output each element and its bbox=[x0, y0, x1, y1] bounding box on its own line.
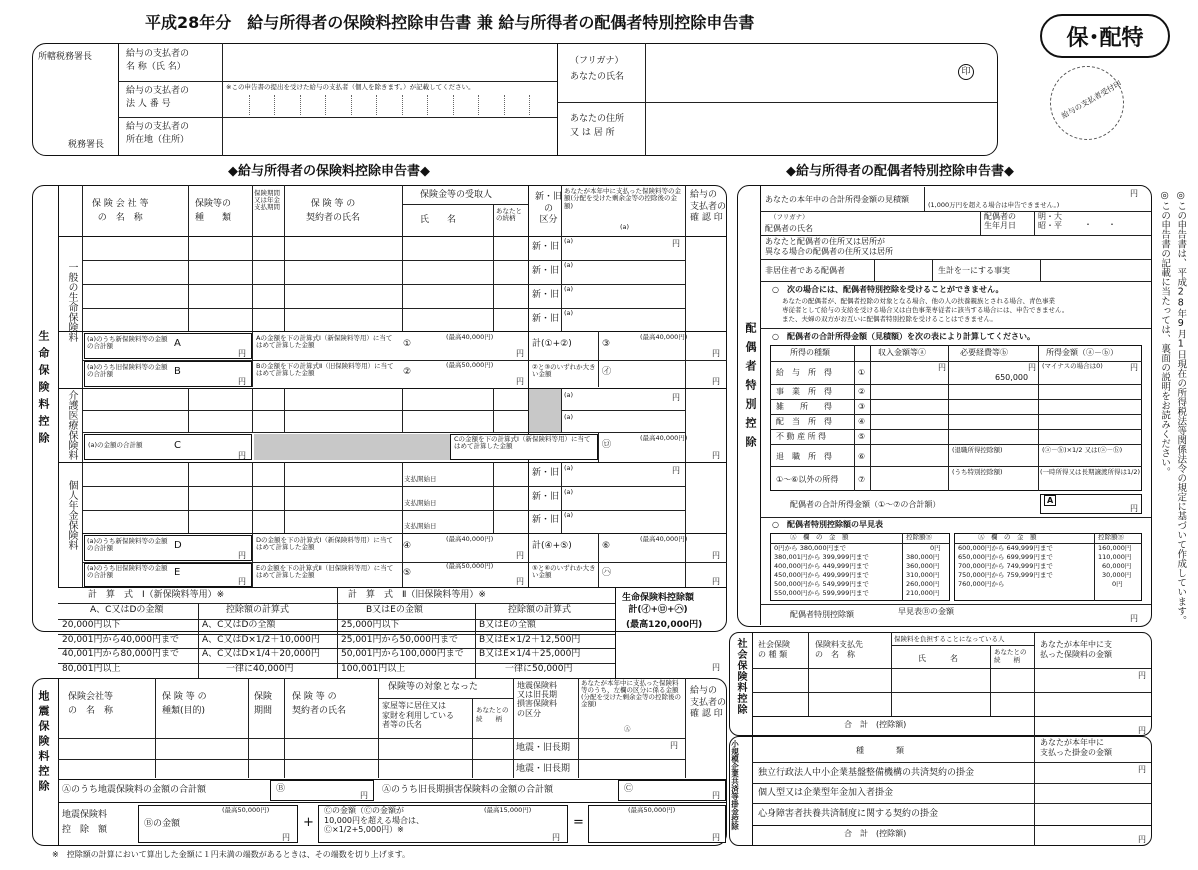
social-col-amount: あなたが本年中に支 払った保険料の金額 bbox=[1040, 640, 1112, 660]
quick-r4: 750,000円から 759,999円まで bbox=[958, 571, 1053, 579]
form-stamp-text: 保･配特 bbox=[1066, 24, 1144, 51]
smallbiz-row-2: 個人型又は企業型年金加入者掛金 bbox=[758, 788, 894, 798]
care-label: 介護医療保険料 bbox=[66, 390, 77, 460]
f1-r1-c2: A、C又はDの全額 bbox=[202, 620, 276, 630]
f1-col1: A、C又はDの金額 bbox=[90, 605, 164, 615]
income-row-6: 退 職 所 得 bbox=[776, 452, 832, 461]
quick-l1v: 0円 bbox=[930, 544, 941, 552]
cannot-title: ○ 次の場合には、配偶者特別控除を受けることができません。 bbox=[772, 285, 1004, 294]
quick-r2v: 110,000円 bbox=[1098, 553, 1132, 561]
calc-B-label: Bの金額を下の計算式Ⅱ（旧保険料等用）に当てはめて計算した金額 bbox=[256, 362, 394, 378]
receipt-stamp-label: 給与の支払者受付印 bbox=[1059, 78, 1123, 121]
income-row-7: ①～⑥以外の所得 bbox=[776, 475, 839, 484]
total-D-label: (a)のうち新保険料等の金額の合計額 bbox=[87, 537, 168, 553]
sum12-label: 計(①+②) bbox=[532, 339, 572, 349]
life-total-label: 生命保険料控除額 計(㋑+㋺+㋩) bbox=[622, 593, 695, 616]
quick-left-col1: Ⓐ 欄 の 金 額 bbox=[790, 533, 849, 541]
care-a-1: (a) bbox=[564, 391, 574, 399]
quick-l2: 380,001円から 399,999円まで bbox=[774, 553, 869, 561]
spouse-name-label: 配偶者の氏名 bbox=[765, 224, 813, 233]
quake-sum-B-mark: Ⓑ bbox=[276, 784, 286, 794]
amount-a-4: (a) bbox=[564, 309, 574, 317]
your-address-field[interactable] bbox=[647, 104, 995, 154]
plus-sign: + bbox=[303, 815, 314, 830]
pension-label: 個人年金保険料 bbox=[66, 480, 77, 550]
new-old-5[interactable]: 新・旧 bbox=[532, 468, 560, 478]
total-income-label: 配偶者の合計所得金額（①～⑦の合計額） bbox=[790, 500, 941, 509]
yen-C: 円 bbox=[238, 451, 246, 460]
c6-mark: ⑥ bbox=[602, 541, 611, 551]
smallbiz-side-label: 小規模企業共済等掛金控除 bbox=[730, 740, 740, 830]
nonresident-label: 非居住者である配偶者 bbox=[765, 266, 845, 275]
yen-c6: 円 bbox=[712, 551, 720, 560]
yen-life-total: 円 bbox=[712, 663, 720, 672]
sum45-label: 計(④+⑤) bbox=[532, 541, 572, 551]
f1-r2-c1: 20,001円から40,000円まで bbox=[62, 635, 179, 645]
quick-r3: 700,000円から 749,999円まで bbox=[958, 562, 1053, 570]
new-old-4[interactable]: 新・旧 bbox=[532, 314, 560, 324]
yen-B: 円 bbox=[238, 377, 246, 386]
quake-deduction-label: 地震保険料 控 除 額 bbox=[62, 810, 108, 836]
total-B-mark: B bbox=[174, 366, 181, 377]
pension-a-1: (a) bbox=[564, 464, 574, 472]
f2-r2-c2: B又はE×1/2＋12,500円 bbox=[479, 635, 581, 645]
spouse-side-label: 配偶者特別控除 bbox=[744, 322, 757, 455]
quick-r1v: 160,000円 bbox=[1098, 544, 1132, 552]
yen-social-total: 円 bbox=[1138, 726, 1146, 735]
yen-sal3: 円 bbox=[1130, 363, 1138, 372]
smallbiz-col-amount: あなたが本年中に 支払った掛金の金額 bbox=[1040, 738, 1112, 758]
quick-l6v: 210,000円 bbox=[906, 589, 940, 597]
form-title: 平成28年分 給与所得者の保険料控除申告書 兼 給与所得者の配偶者特別控除申告書 bbox=[145, 13, 755, 32]
total-A-mark: A bbox=[174, 338, 181, 349]
income-calc-title: ○ 配偶者の合計所得金額（見積額）を次の表により計算してください。 bbox=[772, 332, 1035, 341]
your-name-label: あなたの氏名 bbox=[570, 72, 625, 82]
cha-mark: ㋩ bbox=[602, 568, 612, 578]
quick-r4v: 30,000円 bbox=[1102, 571, 1132, 579]
quake-sum-C-box[interactable] bbox=[618, 780, 726, 801]
social-col-name: 氏 名 bbox=[918, 654, 958, 663]
larger56-label: ⑤と⑥のいずれか大きい金額 bbox=[532, 564, 596, 580]
quick-right-col1: Ⓐ 欄 の 金 額 bbox=[978, 533, 1037, 541]
f1-col2: 控除額の計算式 bbox=[226, 605, 290, 615]
yen-cro: 円 bbox=[712, 451, 720, 460]
yen-c4: 円 bbox=[516, 551, 524, 560]
income-row-4: 配 当 所 得 bbox=[776, 417, 832, 426]
quick-l3v: 360,000円 bbox=[906, 562, 940, 570]
cro-max: (最高40,000円) bbox=[640, 434, 688, 442]
calc-shaded bbox=[254, 434, 450, 460]
insurance-section-title: ◆給与所得者の保険料控除申告書◆ bbox=[228, 164, 430, 179]
f2-r4-c2: 一律に50,000円 bbox=[505, 664, 573, 674]
quake-sum-C-label: Ⓐのうち旧長期損害保険料の金額の合計額 bbox=[382, 785, 554, 795]
new-old-6[interactable]: 新・旧 bbox=[532, 492, 560, 502]
quake-final-max: (最高50,000円) bbox=[628, 806, 676, 814]
quake-c-formula: Ⓒの金額（Ⓒの金額が 10,000円を超える場合は、 Ⓒ×1/2+5,000円）※ bbox=[324, 806, 424, 835]
smallbiz-row-1: 独立行政法人中小企業基盤整備機構の共済契約の掛金 bbox=[758, 768, 975, 778]
your-name-field[interactable] bbox=[647, 45, 947, 100]
quake-c-max: (最高15,000円) bbox=[484, 806, 532, 814]
salary-expense: 650,000 bbox=[995, 373, 1029, 382]
col-relation-header: あなたとの続柄 bbox=[496, 207, 522, 223]
yen-qfinal: 円 bbox=[712, 833, 720, 842]
start-date-2: 支払開始日 bbox=[404, 499, 437, 507]
quake-side-label: 地震保険料控除 bbox=[37, 690, 50, 795]
furigana-label: （フリガナ） bbox=[570, 56, 624, 66]
quick-r3v: 60,000円 bbox=[1102, 562, 1132, 570]
total-B-label: (a)のうち旧保険料等の金額の合計額 bbox=[87, 363, 168, 379]
pension-a-3: (a) bbox=[564, 511, 574, 519]
c6-max: (最高40,000円) bbox=[640, 535, 688, 543]
yen-cha: 円 bbox=[712, 577, 720, 586]
spouse-birth-label: 配偶者の 生年月日 bbox=[984, 212, 1016, 230]
quake-sum-B-box[interactable] bbox=[270, 780, 374, 801]
smallbiz-row-3: 心身障害者扶養共済制度に関する契約の掛金 bbox=[758, 809, 939, 819]
quake-col-contractor: 保 険 等 の 契約者の氏名 bbox=[292, 692, 347, 717]
seal-mark: 印 bbox=[958, 64, 974, 80]
col-contractor-header: 保 険 等 の 契約者の氏名 bbox=[306, 199, 361, 223]
social-col-payee: 保険料支払先 の 名 称 bbox=[815, 640, 863, 660]
income-row-5-num: ⑤ bbox=[858, 432, 866, 441]
quick-l4v: 310,000円 bbox=[906, 571, 940, 579]
quake-col-confirm: 給与の 支払者の 確 認 印 bbox=[690, 686, 727, 720]
yen-A: 円 bbox=[238, 349, 246, 358]
income-row-5: 不 動 産 所 得 bbox=[776, 432, 827, 441]
payer-address-label: 給与の支払者の 所在地（住所） bbox=[126, 122, 190, 146]
spouse-name-field[interactable] bbox=[830, 212, 980, 234]
social-side-label: 社会保険料控除 bbox=[735, 638, 746, 715]
quick-right-col2: 控除額Ⓑ bbox=[1098, 533, 1124, 541]
social-col-relation: あなたとの 続 柄 bbox=[994, 648, 1027, 665]
income-row-3-num: ③ bbox=[858, 402, 866, 411]
formula1-title: 計 算 式 Ⅰ（新保険料等用）※ bbox=[88, 590, 225, 600]
yen-c2: 円 bbox=[516, 377, 524, 386]
yen-qB: 円 bbox=[360, 791, 368, 800]
spouse-deduction-label: 配偶者特別控除額 bbox=[790, 610, 854, 619]
c2-max: (最高50,000円) bbox=[446, 361, 494, 369]
yen-sb-total: 円 bbox=[1138, 835, 1146, 844]
yen-income: 円 bbox=[1130, 189, 1138, 198]
quick-l5v: 260,000円 bbox=[906, 580, 940, 588]
col-period-header: 保険期間又は年金支払期間 bbox=[254, 189, 280, 212]
care-shaded bbox=[529, 389, 561, 432]
quake-col-target-sub: 家屋等に居住又は 家財を利用している 者等の氏名 bbox=[382, 701, 454, 730]
new-old-7[interactable]: 新・旧 bbox=[532, 515, 560, 525]
f2-r3-c2: B又はE×1/4＋25,000円 bbox=[479, 649, 581, 659]
result-note: (マイナスの場合は0) bbox=[1042, 362, 1103, 370]
quick-r5: 760,000円から bbox=[958, 580, 1005, 588]
f1-r1-c1: 20,000円以下 bbox=[62, 620, 121, 630]
yen-social1: 円 bbox=[1138, 671, 1146, 680]
total-income-mark: A bbox=[1044, 495, 1056, 506]
c1-max: (最高40,000円) bbox=[446, 333, 494, 341]
quick-B-label: 早見表Ⓑの金額 bbox=[898, 607, 954, 616]
f2-col2: 控除額の計算式 bbox=[508, 605, 572, 615]
col-company-header: 保 険 会 社 等 の 名 称 bbox=[92, 199, 149, 223]
form-stamp bbox=[1040, 14, 1170, 58]
quake-b-max: (最高50,000円) bbox=[222, 806, 270, 814]
quick-l4: 450,000円から 499,999円まで bbox=[774, 571, 869, 579]
general-life-label: 一般の生命保険料 bbox=[66, 262, 77, 342]
larger23-label: ②と③のいずれか大きい金額 bbox=[532, 363, 596, 379]
payer-name-label: 給与の支払者の 名 称（氏 名） bbox=[126, 49, 190, 73]
spouse-address-field[interactable] bbox=[936, 236, 1150, 258]
f2-r4-c1: 100,001円以上 bbox=[341, 664, 406, 674]
amount-a-3: (a) bbox=[564, 285, 574, 293]
side-note: ◎この申告書は、平成28年9月1日現在の所得税法等関係法令の規定に基づいて作成しています。 ◎この申告書の記載に当たっては、裏面の説明をお読みください。 bbox=[1159, 190, 1187, 625]
income-row-1-num: ① bbox=[858, 368, 866, 377]
quick-l1: 0円から 380,000円まで bbox=[774, 544, 847, 552]
income-row-6-num: ⑥ bbox=[858, 452, 866, 461]
total-C-label: (a)の金額の合計額 bbox=[88, 441, 143, 449]
c1-mark: ① bbox=[403, 339, 412, 349]
yen-sal: 円 bbox=[938, 363, 946, 372]
quake-sum-B-label: Ⓐのうち地震保険料の金額の合計額 bbox=[62, 785, 207, 795]
formula2-title: 計 算 式 Ⅱ（旧保険料等用）※ bbox=[348, 590, 486, 600]
cannot-text: あなたの配偶者が、配偶者控除の対象となる場合、他の人の扶養親族とされる場合、青色事業 専従者として給与の支給を受ける場合又は白色事業専従者に該当する場合には、申告できません。 また、夫婦の双方がお互いに配偶者特別控除を受けることはできません。 bbox=[782, 297, 1069, 323]
start-date-3: 支払開始日 bbox=[404, 522, 437, 530]
yen-D: 円 bbox=[238, 551, 246, 560]
yen-qc: 円 bbox=[552, 833, 560, 842]
total-E-label: (a)のうち旧保険料等の金額の合計額 bbox=[87, 564, 168, 580]
quick-l3: 400,000円から 449,999円まで bbox=[774, 562, 869, 570]
f1-r4-c2: 一律に40,000円 bbox=[226, 664, 294, 674]
calc-D-label: Dの金額を下の計算式Ⅰ（新保険料等用）に当てはめて計算した金額 bbox=[256, 536, 393, 552]
f1-r3-c1: 40,001円から80,000円まで bbox=[62, 649, 179, 659]
yen-1: 円 bbox=[672, 239, 680, 248]
amount-a-1: (a) bbox=[564, 237, 574, 245]
total-D-mark: D bbox=[174, 540, 182, 551]
yen-qC: 円 bbox=[712, 791, 720, 800]
payer-number-field[interactable] bbox=[224, 95, 555, 115]
f2-col1: B又はEの金額 bbox=[366, 605, 423, 615]
income-est-label: あなたの本年中の合計所得金額の見積額 bbox=[765, 195, 909, 204]
c3-max: (最高40,000円) bbox=[640, 333, 688, 341]
retire-note-1: (退職所得控除額) bbox=[952, 446, 1003, 454]
quake-col-amount-a: Ⓐ bbox=[624, 725, 631, 733]
your-address-label: あなたの住所 又 は 居 所 bbox=[570, 114, 625, 138]
income-row-1: 給 与 所 得 bbox=[776, 368, 832, 377]
payer-address-field[interactable] bbox=[224, 119, 555, 154]
quake-col-relation: あなたとの 続 柄 bbox=[476, 706, 509, 724]
payer-number-label: 給与の支払者の 法 人 番 号 bbox=[126, 86, 190, 110]
quake-sum-C-mark: Ⓒ bbox=[624, 784, 634, 794]
new-old-3[interactable]: 新・旧 bbox=[532, 290, 560, 300]
yen-c3: 円 bbox=[712, 349, 720, 358]
yen-sal2: 円 bbox=[1028, 363, 1036, 372]
life-side-label: 生命保険料控除 bbox=[37, 330, 50, 449]
yen-sb1: 円 bbox=[1138, 765, 1146, 774]
quake-col-amount: あなたが本年中に支払った保険料等のうち、左欄の区分に係る金額(分配を受けた剰余金等の控除後の金額) bbox=[581, 679, 682, 709]
spouse-furigana: （フリガナ） bbox=[770, 213, 809, 221]
total-A-label: (a)のうち新保険料等の金額の合計額 bbox=[87, 335, 168, 351]
quick-r5v: 0円 bbox=[1112, 580, 1123, 588]
income-row-2-num: ② bbox=[858, 387, 866, 396]
calc-A-label: Aの金額を下の計算式Ⅰ（新保険料等用）に当てはめて計算した金額 bbox=[256, 334, 393, 350]
c2-mark: ② bbox=[403, 367, 412, 377]
cro-mark: ㋺ bbox=[602, 440, 612, 450]
yen-qb: 円 bbox=[282, 833, 290, 842]
quake-col-period: 保険 期間 bbox=[254, 692, 273, 717]
c3-mark: ③ bbox=[602, 339, 611, 349]
care-a-2: (a) bbox=[564, 413, 574, 421]
new-old-1[interactable]: 新・旧 bbox=[532, 242, 560, 252]
income-row-3: 雑 所 得 bbox=[776, 402, 832, 411]
tax-office-suffix: 税務署長 bbox=[68, 140, 105, 150]
spouse-era: 明・大 昭・平 bbox=[1038, 212, 1062, 230]
ci-mark: ㋑ bbox=[602, 367, 612, 377]
quick-l6: 550,000円から 599,999円まで bbox=[774, 589, 869, 597]
income-col-type: 所得の種類 bbox=[790, 348, 830, 357]
f1-r4-c1: 80,001円以上 bbox=[62, 664, 121, 674]
pension-a-2: (a) bbox=[564, 488, 574, 496]
f2-r1-c2: B又はEの全額 bbox=[479, 620, 536, 630]
footnote: ※ 控除額の計算において算出した金額に１円未満の端数があるときは、その端数を切り上げます。 bbox=[52, 850, 411, 859]
income-row-4-num: ④ bbox=[858, 417, 866, 426]
f1-r3-c2: A、C又はD×1/4＋20,000円 bbox=[202, 649, 320, 659]
c5-max: (最高50,000円) bbox=[446, 562, 494, 570]
tax-office-label: 所轄税務署長 bbox=[38, 52, 93, 62]
col-recipient-name-header: 氏 名 bbox=[420, 215, 457, 225]
yen-care: 円 bbox=[672, 393, 680, 402]
quake-col-target: 保険等の対象となった bbox=[388, 682, 479, 692]
f2-r1-c1: 25,000円以下 bbox=[341, 620, 400, 630]
income-col-income: 収入金額等ⓐ bbox=[878, 348, 926, 357]
quake-col-type: 地震保険料 又は旧長期 損害保険料 の区分 bbox=[517, 681, 557, 718]
quick-l5: 500,000円から 549,999円まで bbox=[774, 580, 869, 588]
social-total-label: 合 計 (控除額) bbox=[844, 720, 907, 729]
smallbiz-col-kind: 種 類 bbox=[856, 746, 904, 755]
same-life-label: 生計を一にする事実 bbox=[938, 266, 1010, 275]
retire-note-2: (ⓐ－ⓑ)×1/2 又は(ⓐ－ⓑ) bbox=[1042, 446, 1123, 454]
col-kind-header: 保険等の 種 類 bbox=[195, 199, 232, 223]
income-col-result: 所得金額（ⓐ－ⓑ） bbox=[1046, 348, 1118, 357]
total-E-mark: E bbox=[174, 567, 181, 578]
life-total-max: (最高120,000円) bbox=[626, 620, 703, 630]
yen-c1: 円 bbox=[516, 349, 524, 358]
income-est-note: (1,000万円を超える場合は申告できません。) bbox=[928, 201, 1060, 209]
payer-name-field[interactable] bbox=[224, 45, 555, 79]
spouse-date-dots[interactable]: ・ ・ bbox=[1084, 220, 1116, 229]
c5-mark: ⑤ bbox=[403, 568, 412, 578]
spouse-section-title: ◆給与所得者の配偶者特別控除申告書◆ bbox=[786, 164, 1014, 179]
new-old-2[interactable]: 新・旧 bbox=[532, 266, 560, 276]
quick-left-col2: 控除額Ⓑ bbox=[906, 533, 932, 541]
quake-type-2[interactable]: 地震・旧長期 bbox=[516, 764, 571, 774]
c4-max: (最高40,000円) bbox=[446, 535, 494, 543]
col-amount-header: あなたが本年中に支払った保険料等の金額(分配を受けた剰余金等の控除後の金額) bbox=[564, 187, 681, 210]
yen-pension: 円 bbox=[672, 466, 680, 475]
col-new-old-header: 新・旧 の 区分 bbox=[535, 192, 563, 226]
col-confirm-header: 給与の 支払者の 確 認 印 bbox=[690, 190, 727, 224]
f2-r3-c1: 50,001円から100,000円まで bbox=[341, 649, 464, 659]
spouse-address-label: あなたと配偶者の住所又は居所が 異なる場合の配偶者の住所又は居所 bbox=[765, 237, 893, 256]
start-date-1: 支払開始日 bbox=[404, 475, 437, 483]
quake-col-company: 保険会社等 の 名 称 bbox=[68, 692, 114, 717]
quake-type-1[interactable]: 地震・旧長期 bbox=[516, 743, 571, 753]
equals-sign: = bbox=[573, 815, 584, 830]
quake-col-kind: 保 険 等 の 種類(目的) bbox=[162, 692, 207, 717]
quick-title: ○ 配偶者特別控除額の早見表 bbox=[772, 520, 883, 529]
social-col-type: 社会保険 の 種 類 bbox=[758, 640, 790, 660]
col-amount-a: (a) bbox=[620, 223, 630, 231]
other-note-1: (うち特別控除額) bbox=[952, 468, 1003, 476]
c4-mark: ④ bbox=[403, 541, 412, 551]
other-note-2: (一時所得又は長期譲渡所得は1/2) bbox=[1040, 468, 1141, 476]
income-col-expense: 必要経費等ⓑ bbox=[960, 348, 1008, 357]
total-C-mark: C bbox=[174, 440, 181, 451]
calc-E-label: Eの金額を下の計算式Ⅱ（旧保険料等用）に当てはめて計算した金額 bbox=[256, 564, 394, 580]
yen-E: 円 bbox=[238, 577, 246, 586]
smallbiz-total-label: 合 計 (控除額) bbox=[844, 829, 907, 838]
yen-q1: 円 bbox=[670, 741, 678, 750]
quick-l2v: 380,000円 bbox=[906, 553, 940, 561]
income-row-7-num: ⑦ bbox=[858, 475, 866, 484]
f2-r2-c1: 25,001円から50,000円まで bbox=[341, 635, 458, 645]
yen-total-income: 円 bbox=[1130, 504, 1138, 513]
quick-r2: 650,000円から 699,999円まで bbox=[958, 553, 1053, 561]
yen-c5: 円 bbox=[516, 577, 524, 586]
amount-a-2: (a) bbox=[564, 261, 574, 269]
quake-b-amount-label: Ⓑの金額 bbox=[144, 819, 181, 829]
income-row-2: 事 業 所 得 bbox=[776, 387, 832, 396]
social-col-burden: 保険料を負担することになっている人 bbox=[894, 635, 1005, 643]
yen-ci: 円 bbox=[712, 377, 720, 386]
f1-r2-c2: A、C又はD×1/2＋10,000円 bbox=[202, 635, 320, 645]
calc-C-label: Cの金額を下の計算式Ⅰ（新保険料等用）に当てはめて計算した金額 bbox=[454, 435, 591, 451]
quick-r1: 600,000円から 649,999円まで bbox=[958, 544, 1053, 552]
payer-number-note: ※この申告書の提出を受けた給与の支払者（個人を除きます。）が記載してください。 bbox=[226, 83, 475, 91]
yen-deduction: 円 bbox=[1130, 614, 1138, 623]
col-recipient-header: 保険金等の受取人 bbox=[420, 190, 493, 200]
